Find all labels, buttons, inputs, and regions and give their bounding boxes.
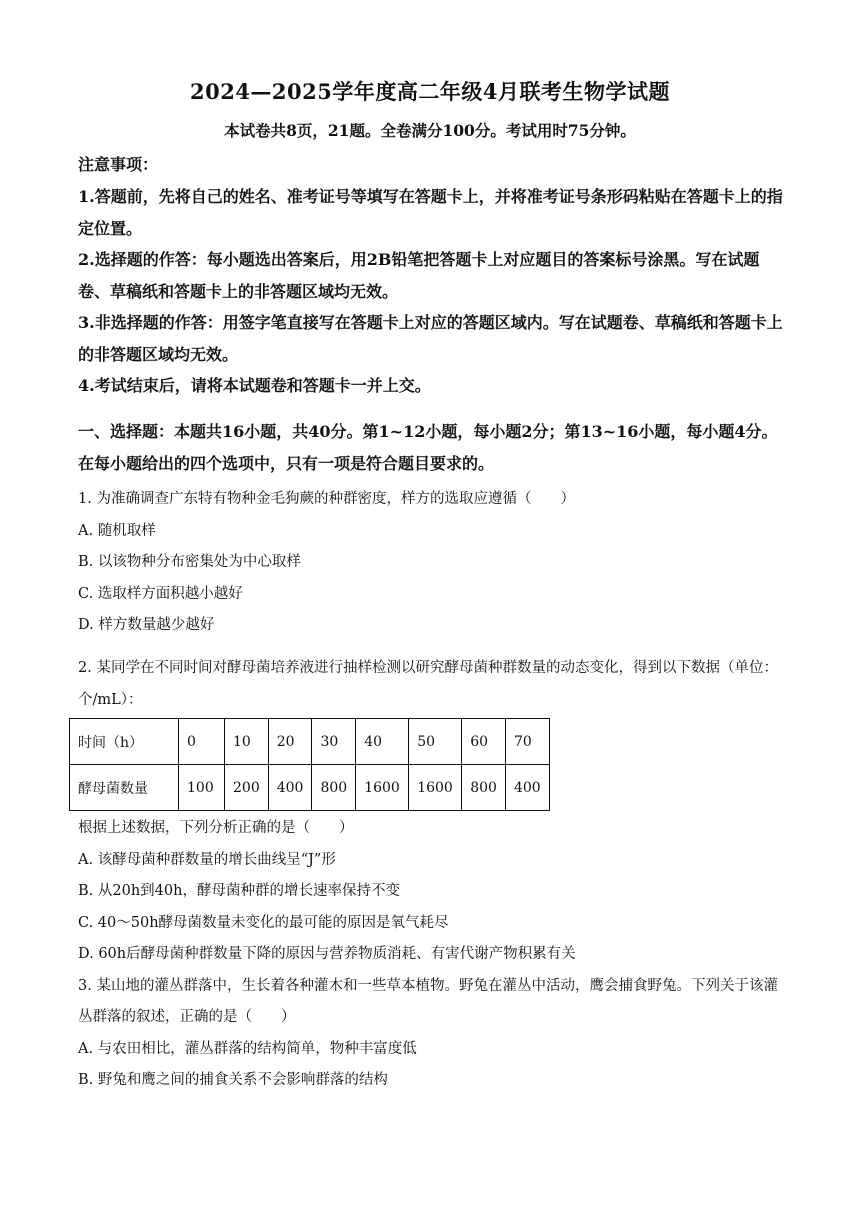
- table-cell: 30: [312, 719, 356, 765]
- option-c: C. 选取样方面积越小越好: [78, 585, 243, 602]
- option-a: A. 与农田相比，灌丛群落的结构简单，物种丰富度低: [78, 1040, 417, 1057]
- table-cell: 60: [462, 719, 506, 765]
- table-cell: 800: [462, 765, 506, 811]
- note-item: 2.选择题的作答：每小题选出答案后，用2B铅笔把答题卡上对应题目的答案标号涂黑。写在试题卷、草稿纸和答题卡上的非答题区域均无效。: [78, 250, 760, 301]
- question-2-stem: [78, 653, 784, 716]
- table-row: [70, 719, 550, 765]
- question-prompt: 根据上述数据，下列分析正确的是（ ）: [78, 820, 354, 836]
- section-heading: [78, 416, 784, 479]
- table-row: [70, 765, 550, 811]
- exam-subtitle: 本试卷共8页，21题。全卷满分100分。考试用时75分钟。: [224, 121, 636, 140]
- table-cell: 1600: [409, 765, 462, 811]
- option-a: A. 随机取样: [78, 522, 156, 539]
- question-1: [78, 484, 784, 642]
- option-a: A. 该酵母菌种群数量的增长曲线呈“J”形: [78, 851, 336, 868]
- question-stem: 2. 某同学在不同时间对酵母菌培养液进行抽样检测以研究酵母菌种群数量的动态变化，得到以下数据（单位：个/mL）：: [78, 660, 778, 708]
- table-cell: 酵母菌数量: [70, 765, 179, 811]
- section-heading-text: 一、选择题：本题共16小题，共40分。第1~12小题，每小题2分；第13~16小题，每小题4分。在每小题给出的四个选项中，只有一项是符合题目要求的。: [78, 422, 778, 473]
- option-b: B. 从20h到40h，酵母菌种群的增长速率保持不变: [78, 883, 400, 899]
- table-cell: 时间（h）: [70, 719, 179, 765]
- table-cell: 1600: [356, 765, 409, 811]
- table-cell: 0: [179, 719, 225, 765]
- table-cell: 20: [268, 719, 312, 765]
- option-b: B. 以该物种分布密集处为中心取样: [78, 554, 301, 570]
- table-cell: 800: [312, 765, 356, 811]
- option-b: B. 野兔和鹰之间的捕食关系不会影响群落的结构: [78, 1072, 388, 1088]
- table-cell: 50: [409, 719, 462, 765]
- table-cell: 40: [356, 719, 409, 765]
- option-d: D. 样方数量越少越好: [78, 617, 215, 633]
- question-2-options: [78, 813, 784, 1097]
- table-cell: 200: [225, 765, 269, 811]
- table-cell: 10: [225, 719, 269, 765]
- note-item: 3.非选择题的作答：用签字笔直接写在答题卡上对应的答题区域内。写在试题卷、草稿纸和答题卡上的非答题区域均无效。: [78, 313, 783, 364]
- notes-list: [78, 181, 784, 402]
- option-c: C. 40～50h酵母菌数量未变化的最可能的原因是氧气耗尽: [78, 914, 449, 931]
- note-item: 4.考试结束后，请将本试题卷和答题卡一并上交。: [78, 376, 431, 395]
- table-cell: 400: [505, 765, 549, 811]
- exam-title: 2024—2025学年度高二年级4月联考生物学试题: [189, 79, 670, 104]
- yeast-data-table: [69, 718, 550, 811]
- table-cell: 70: [505, 719, 549, 765]
- question-3-stem: 3. 某山地的灌丛群落中，生长着各种灌木和一些草本植物。野兔在灌丛中活动，鹰会捕食野兔。下列关于该灌丛群落的叙述，正确的是（ ）: [78, 977, 778, 1025]
- option-d: D. 60h后酵母菌种群数量下降的原因与营养物质消耗、有害代谢产物积累有关: [78, 946, 576, 962]
- notes-heading: 注意事项：: [78, 155, 159, 174]
- question-stem: 1. 为准确调查广东特有物种金毛狗蕨的种群密度，样方的选取应遵循（ ）: [78, 491, 575, 507]
- note-item: 1.答题前，先将自己的姓名、准考证号等填写在答题卡上，并将准考证号条形码粘贴在答题卡上的指定位置。: [78, 187, 783, 238]
- table-cell: 400: [268, 765, 312, 811]
- table-cell: 100: [179, 765, 225, 811]
